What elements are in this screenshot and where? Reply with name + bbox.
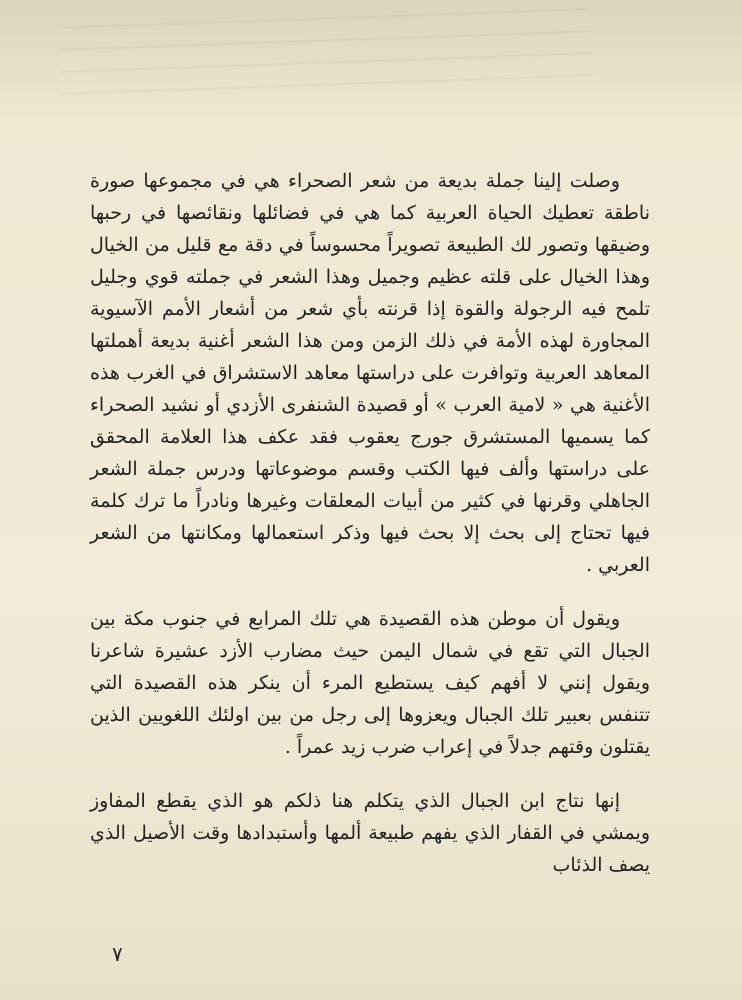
bleed-through-text	[59, 9, 593, 98]
paragraph-3: إنها نتاج ابن الجبال الذي يتكلم هنا ذلكم هو الذي يقطع المفاوز ويمشي في القفار الذي يفهم طبيعة ألمها وأستبدادها وقت الأصيل الذي يصف الذئاب	[90, 790, 650, 876]
show-through-area	[0, 0, 742, 120]
page-number: ٧	[112, 942, 123, 966]
paragraph-1: وصلت إلينا جملة بديعة من شعر الصحراء هي في مجموعها صورة ناطقة تعطيك الحياة العربية كما هي في فضائلها ونقائصها في رحبها وضيقها وتصور لك الطبيعة تصويراً محسوساً في دقة مع قليل من الخيال وهذا الخيال على قلته عظيم وجميل وهذا الشعر في جملته قوي وجليل تلمح فيه الرجولة والقوة إذا قرنته بأي شعر من أشعار الأمم الآسيوية المجاورة لهذه الأمة في ذلك الزمن ومن هذا الشعر أغنية بديعة أهملتها المعاهد العربية وتوافرت على دراستها معاهد الاستشراق في الغرب هذه الأغنية هي « لامية العرب » أو قصيدة الشنفرى الأزدي أو نشيد الصحراء كما يسميها المستشرق جورج يعقوب فقد عكف هذا العلامة المحقق على دراستها وألف فيها الكتب وقسم موضوعاتها ودرس جملة الشعر الجاهلي وقرنها في كثير من أبيات المعلقات وغيرها ونادراً ما ترك كلمة فيها تحتاج إلى بحث إلا بحث فيها وذكر استعمالها ومكانتها من الشعر العربي .	[90, 170, 650, 576]
paragraph-2: ويقول أن موطن هذه القصيدة هي تلك المرابع في جنوب مكة بين الجبال التي تقع في شمال اليمن حيث مضارب الأزد عشيرة شاعرنا ويقول إنني لا أفهم كيف يستطيع المرء أن ينكر هذه القصيدة التي تتنفس بعبير تلك الجبال ويعزوها إلى رجل من بين اولئك اللغويين الذين يقتلون وقتهم جدلاً في إعراب ضرب زيد عمراً .	[90, 608, 650, 758]
body-text	[90, 165, 650, 881]
